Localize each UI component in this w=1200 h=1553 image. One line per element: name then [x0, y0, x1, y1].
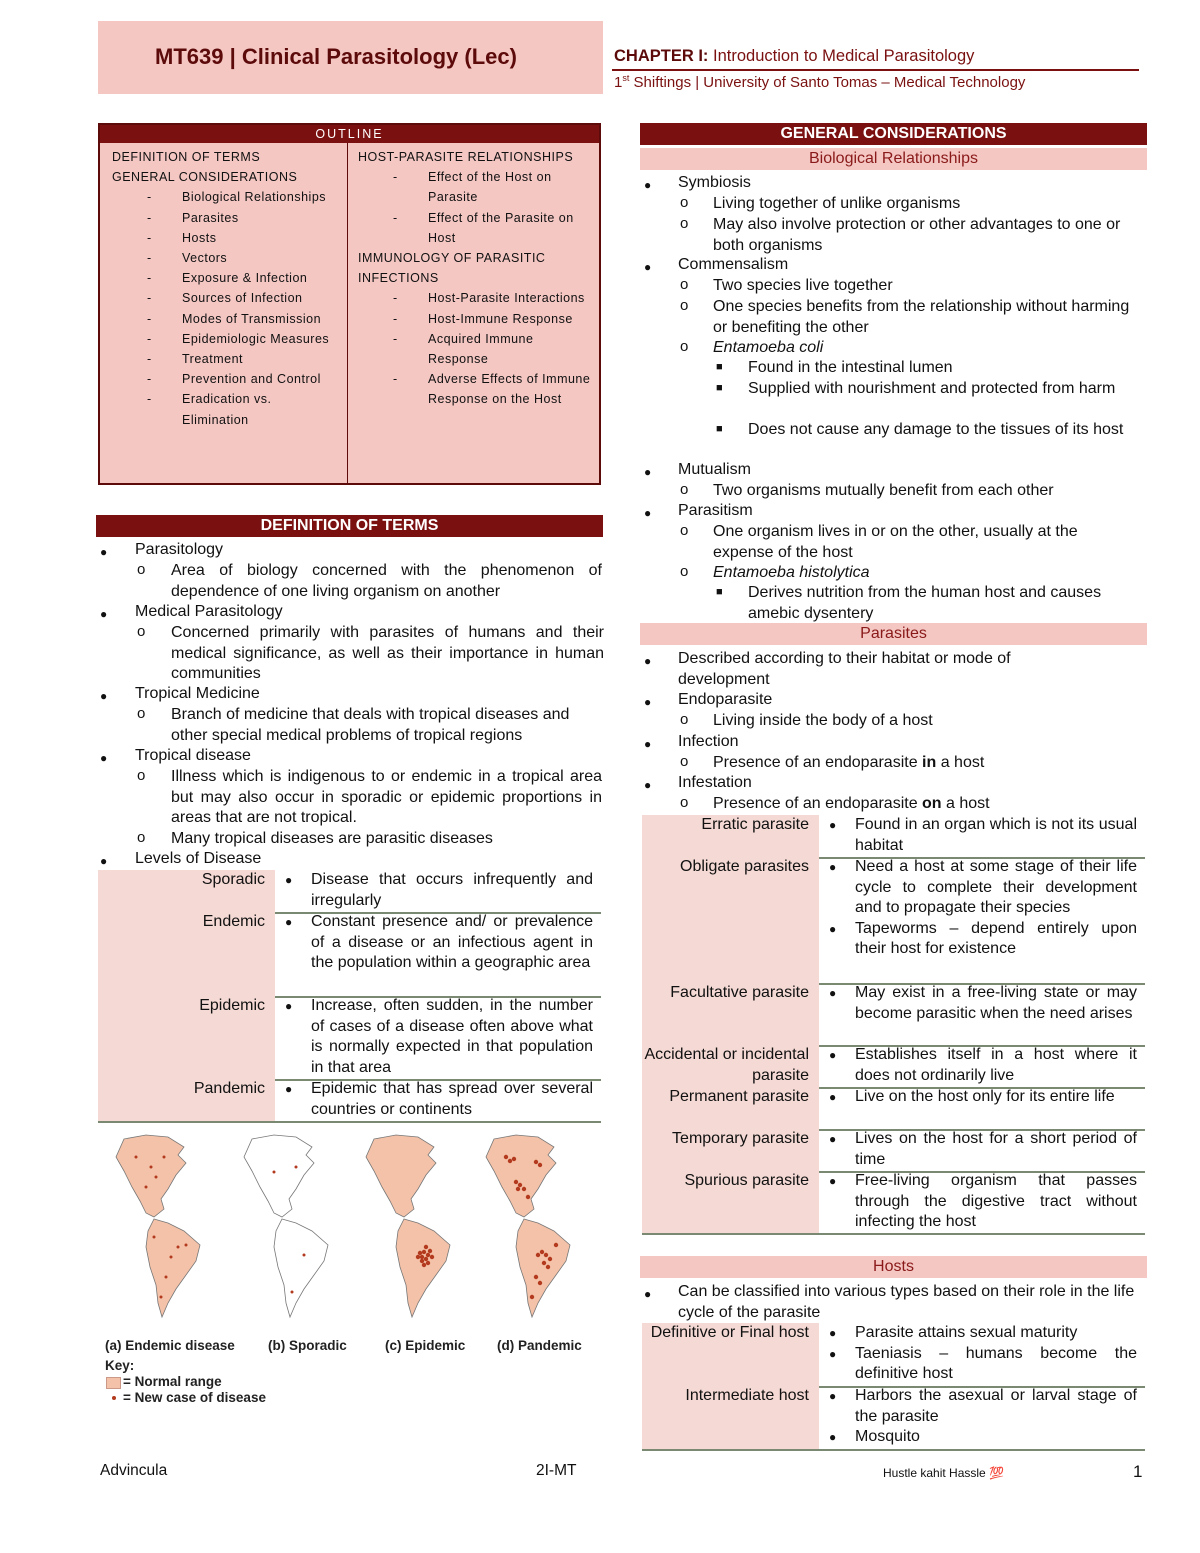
outline-item	[112, 329, 340, 349]
table-term-cell: Erratic parasite	[642, 815, 819, 857]
table-term-cell: Accidental or incidental parasite	[642, 1045, 819, 1087]
sporadic-map	[244, 1135, 328, 1317]
ecoli-fact-2: Supplied with nourishment and protected from harm	[748, 380, 1116, 397]
dash-bullet-icon: -	[147, 331, 152, 346]
outline-heading: GENERAL CONSIDERATIONS	[112, 170, 298, 185]
table-row	[98, 996, 601, 1081]
circle-bullet-icon: o	[680, 194, 689, 211]
table-row	[642, 1386, 1145, 1451]
map-key-label: Key:	[105, 1358, 135, 1373]
disease-case-dot	[170, 1256, 173, 1259]
dash-bullet-icon: -	[147, 392, 152, 407]
table-def-cell	[275, 912, 601, 974]
outline-item-label: Acquired Immune Response	[428, 331, 534, 367]
disease-case-dot	[416, 1255, 420, 1259]
dash-bullet-icon: -	[393, 210, 398, 225]
bullet-icon: ●	[829, 1346, 837, 1361]
infection-def: Presence of an endoparasite in a host	[713, 754, 985, 771]
bullet-icon: ●	[644, 695, 652, 709]
table-def-text: Lives on the host for a short period of time	[855, 1130, 1137, 1168]
circle-bullet-icon: o	[680, 481, 689, 498]
histolytica-fact: Derives nutrition from the human host and causes amebic dysentery	[748, 584, 1102, 622]
disease-case-dot	[163, 1156, 166, 1159]
disease-case-dot	[526, 1195, 530, 1199]
table-def-cell	[819, 983, 1145, 1024]
disease-case-dot	[530, 1295, 534, 1299]
table-def-cell	[275, 870, 601, 911]
table-def-item	[819, 1323, 1145, 1344]
table-def-text: Tapeworms – depend entirely upon their host for existence	[855, 919, 1137, 958]
bullet-icon: ●	[829, 921, 837, 936]
bullet-icon: ●	[644, 178, 652, 192]
table-def-text: Free-living organism that passes through the digestive tract without infecting the host	[855, 1172, 1137, 1231]
table-def-cell	[819, 1171, 1145, 1233]
table-row	[98, 870, 601, 914]
table-def-item	[819, 815, 1145, 856]
outline-item-label: Treatment	[182, 352, 244, 367]
bullet-icon: ●	[285, 999, 293, 1013]
course-title: MT639 | Clinical Parasitology (Lec)	[155, 44, 517, 69]
table-def-cell	[819, 857, 1145, 960]
south-america-shape	[146, 1219, 200, 1317]
disease-case-dot	[424, 1257, 428, 1261]
bullet-icon: ●	[829, 1389, 837, 1403]
term-medical-parasitology: Medical Parasitology	[135, 603, 283, 620]
table-term-cell: Sporadic	[98, 870, 275, 912]
table-def-text: Mosquito	[855, 1428, 920, 1446]
disease-distribution-maps	[100, 1123, 600, 1338]
circle-bullet-icon: o	[137, 705, 146, 722]
outline-item	[112, 248, 340, 268]
table-def-item	[819, 1087, 1145, 1108]
entamoeba-histolytica: Entamoeba histolytica	[713, 564, 870, 581]
map-caption-c: (c) Epidemic	[385, 1338, 466, 1353]
disease-case-dot	[522, 1187, 526, 1191]
disease-case-dot	[428, 1249, 432, 1253]
table-def-text: Parasite attains sexual maturity	[855, 1324, 1078, 1341]
outline-item-label: Biological Relationships	[182, 190, 327, 205]
outline-item-label: Adverse Effects of Immune Response on the Host	[428, 372, 591, 407]
hosts-desc: Can be classified into various types based on their role in the life cycle of the parasite	[678, 1283, 1135, 1321]
outline-item	[112, 389, 340, 429]
map-key-new-case: = New case of disease	[123, 1390, 266, 1405]
circle-bullet-icon: o	[680, 794, 689, 811]
circle-bullet-icon: o	[680, 563, 689, 580]
bullet-icon: ●	[644, 778, 652, 792]
outline-box	[98, 123, 601, 485]
ecoli-fact-3: Does not cause any damage to the tissues of its host	[748, 421, 1124, 438]
map-caption-b: (b) Sporadic	[268, 1338, 347, 1353]
table-def-item	[275, 996, 601, 1078]
pandemic-map	[486, 1135, 570, 1317]
table-def-text: Taeniasis – humans become the definitive host	[855, 1344, 1137, 1383]
circle-bullet-icon: o	[137, 767, 146, 784]
outline-item-label: Sources of Infection	[182, 291, 303, 306]
bullet-icon: ●	[829, 860, 837, 874]
dash-bullet-icon: -	[147, 372, 152, 387]
bullet-icon: ●	[644, 1287, 652, 1301]
bullet-icon: ●	[829, 818, 837, 832]
square-bullet-icon: ■	[716, 586, 723, 598]
table-term-cell: Definitive or Final host	[642, 1323, 819, 1386]
disease-case-dot	[177, 1246, 180, 1249]
north-america-shape	[244, 1135, 314, 1217]
disease-case-dot	[544, 1253, 548, 1257]
bullet-icon: ●	[829, 1132, 837, 1146]
def-tropical-disease-1: Illness which is indigenous to or endemic in a tropical area but may also occur in sporadic or epidemic proportions in areas that are not tropical.	[171, 768, 602, 827]
bullet-icon: ●	[100, 607, 108, 621]
outline-item	[112, 268, 340, 288]
dash-bullet-icon: -	[393, 311, 398, 326]
term-infection: Infection	[678, 733, 739, 750]
symbiosis-def-2: May also involve protection or other advantages to one or both organisms	[713, 216, 1121, 254]
term-symbiosis: Symbiosis	[678, 174, 751, 191]
outline-item	[112, 187, 340, 207]
outline-item	[112, 309, 340, 329]
normal-range-swatch	[106, 1377, 121, 1389]
outline-title: OUTLINE	[100, 125, 599, 143]
footer-motto: Hustle kahit Hassle 💯	[883, 1466, 1004, 1480]
table-def-cell	[275, 1079, 601, 1120]
table-def-text: Increase, often sudden, in the number of cases of a disease often above what is normally expected in that population in that area	[311, 997, 593, 1076]
dash-bullet-icon: -	[393, 372, 398, 387]
bullet-icon: ●	[829, 1174, 837, 1188]
table-term-cell: Temporary parasite	[642, 1129, 819, 1171]
footer-author: Advincula	[100, 1462, 168, 1479]
table-term-cell: Epidemic	[98, 996, 275, 1079]
outline-item-label: Host-Immune Response	[428, 311, 573, 326]
disease-case-dot	[504, 1155, 508, 1159]
disease-case-dot	[548, 1257, 552, 1261]
outline-item	[358, 329, 593, 369]
table-def-item	[275, 870, 601, 911]
disease-case-dot	[540, 1250, 544, 1254]
disease-case-dot	[153, 1236, 156, 1239]
table-def-item	[819, 1344, 1145, 1385]
table-def-text: Found in an organ which is not its usual habitat	[855, 816, 1137, 854]
table-term-cell: Intermediate host	[642, 1386, 819, 1449]
outline-item-label: Modes of Transmission	[182, 311, 322, 326]
south-america-shape	[396, 1219, 450, 1317]
table-def-item	[275, 1079, 601, 1120]
table-def-item	[819, 1386, 1145, 1427]
disease-case-dot	[420, 1255, 424, 1259]
table-row	[642, 815, 1145, 859]
term-infestation: Infestation	[678, 774, 752, 791]
table-def-text: Disease that occurs infrequently and irregularly	[311, 871, 593, 909]
outline-item-label: Prevention and Control	[182, 372, 321, 387]
bullet-icon: ●	[644, 654, 652, 668]
table-def-text: Epidemic that has spread over several countries or continents	[311, 1080, 593, 1118]
outline-heading: DEFINITION OF TERMS	[112, 150, 261, 164]
table-row	[642, 1045, 1145, 1089]
parasites-subsection-title: Parasites	[640, 623, 1147, 645]
circle-bullet-icon: o	[680, 753, 689, 770]
disease-case-dot	[155, 1176, 158, 1179]
table-def-item	[819, 857, 1145, 919]
north-america-shape	[486, 1135, 556, 1217]
disease-case-dot	[430, 1255, 434, 1259]
def-medical-parasitology: Concerned primarily with parasites of humans and their medical significance, as well as their importance in human communities	[171, 624, 604, 683]
table-row	[98, 912, 601, 998]
outline-item-label: Host-Parasite Interactions	[428, 291, 585, 306]
table-def-item	[819, 1045, 1145, 1086]
biological-relationships-title: Biological Relationships	[640, 148, 1147, 170]
new-case-dot-icon	[112, 1396, 116, 1400]
term-levels-of-disease: Levels of Disease	[135, 850, 262, 867]
circle-bullet-icon: o	[680, 215, 689, 232]
outline-item	[358, 369, 593, 409]
bullet-icon: ●	[644, 260, 652, 274]
commensalism-def-1: Two species live together	[713, 277, 893, 294]
bullet-icon: ●	[829, 986, 837, 1000]
table-def-item	[819, 983, 1145, 1024]
bullet-icon: ●	[285, 915, 293, 929]
dash-bullet-icon: -	[147, 251, 152, 266]
disease-case-dot	[508, 1159, 512, 1163]
table-row	[642, 1171, 1145, 1235]
disease-case-dot	[538, 1281, 542, 1285]
def-tropical-disease-2: Many tropical diseases are parasitic diseases	[171, 830, 493, 847]
square-bullet-icon: ■	[716, 361, 723, 373]
bullet-icon: ●	[644, 506, 652, 520]
disease-case-dot	[160, 1296, 163, 1299]
outline-item-label: Effect of the Host on Parasite	[428, 170, 552, 205]
parasites-desc: Described according to their habitat or mode of development	[678, 650, 1011, 688]
commensalism-def-2: One species benefits from the relationship without harming or benefiting the other	[713, 298, 1130, 336]
footer-section: 2I-MT	[536, 1462, 577, 1479]
term-tropical-disease: Tropical disease	[135, 747, 251, 764]
north-america-shape	[366, 1135, 436, 1217]
outline-item	[358, 208, 593, 248]
north-america-shape	[116, 1135, 186, 1217]
bullet-icon: ●	[829, 1048, 837, 1062]
map-caption-d: (d) Pandemic	[497, 1338, 582, 1353]
table-row	[642, 1087, 1145, 1131]
disease-case-dot	[426, 1261, 430, 1265]
disease-case-dot	[512, 1157, 516, 1161]
map-key-normal: = Normal range	[123, 1374, 222, 1389]
entamoeba-coli: Entamoeba coli	[713, 339, 824, 356]
table-term-cell: Obligate parasites	[642, 857, 819, 983]
circle-bullet-icon: o	[680, 276, 689, 293]
outline-item	[112, 349, 340, 369]
disease-case-dot	[420, 1259, 424, 1263]
bullet-icon: ●	[100, 689, 108, 703]
table-term-cell: Endemic	[98, 912, 275, 996]
term-tropical-medicine: Tropical Medicine	[135, 685, 260, 702]
disease-case-dot	[534, 1160, 538, 1164]
square-bullet-icon: ■	[716, 382, 723, 394]
term-parasitism: Parasitism	[678, 502, 753, 519]
def-parasitology: Area of biology concerned with the phenomenon of dependence of one living organism on another	[171, 562, 602, 600]
disease-case-dot	[145, 1186, 148, 1189]
shifting-line: 1st Shiftings | University of Santo Tomas – Medical Technology	[614, 73, 1026, 91]
disease-case-dot	[150, 1166, 153, 1169]
epidemic-map	[366, 1135, 450, 1317]
header-divider	[612, 69, 1139, 71]
map-caption-a: (a) Endemic disease	[105, 1338, 235, 1353]
outline-item	[112, 288, 340, 308]
outline-item	[112, 228, 340, 248]
disease-case-dot	[418, 1251, 422, 1255]
dash-bullet-icon: -	[147, 230, 152, 245]
disease-case-dot	[422, 1263, 426, 1267]
disease-case-dot	[518, 1183, 522, 1187]
table-row	[642, 1129, 1145, 1173]
outline-item	[358, 288, 593, 308]
circle-bullet-icon: o	[137, 829, 146, 846]
outline-item-label: Hosts	[182, 230, 217, 245]
table-row	[642, 983, 1145, 1047]
south-america-shape	[516, 1219, 570, 1317]
table-def-item	[819, 919, 1145, 960]
outline-heading: IMMUNOLOGY OF PARASITIC INFECTIONS	[358, 251, 546, 286]
disease-case-dot	[536, 1253, 540, 1257]
circle-bullet-icon: o	[137, 561, 146, 578]
table-def-text: May exist in a free-living state or may become parasitic when the need arises	[855, 984, 1137, 1022]
outline-item	[112, 369, 340, 389]
table-def-item	[819, 1427, 1145, 1448]
disease-case-dot	[185, 1244, 188, 1247]
outline-right-column	[358, 147, 593, 410]
disease-case-dot	[424, 1245, 428, 1249]
disease-case-dot	[295, 1166, 298, 1169]
disease-case-dot	[542, 1261, 546, 1265]
dash-bullet-icon: -	[393, 170, 398, 185]
bullet-icon: ●	[829, 1090, 837, 1104]
table-term-cell: Pandemic	[98, 1079, 275, 1121]
circle-bullet-icon: o	[680, 297, 689, 314]
circle-bullet-icon: o	[680, 522, 689, 539]
chapter-heading: CHAPTER I: Introduction to Medical Parasitology	[614, 47, 975, 65]
outline-item	[358, 309, 593, 329]
outline-item-label: Eradication vs. Elimination	[182, 392, 272, 427]
disease-case-dot	[546, 1265, 550, 1269]
disease-case-dot	[514, 1180, 518, 1184]
table-term-cell: Spurious parasite	[642, 1171, 819, 1233]
dash-bullet-icon: -	[147, 311, 152, 326]
south-america-shape	[274, 1219, 328, 1317]
table-def-cell	[819, 1045, 1145, 1086]
disease-case-dot	[273, 1171, 276, 1174]
table-row	[642, 1323, 1145, 1388]
def-tropical-medicine: Branch of medicine that deals with tropical diseases and other special medical problems of tropical regions	[171, 706, 570, 744]
term-endoparasite: Endoparasite	[678, 691, 773, 708]
footer-page-number: 1	[1133, 1462, 1143, 1481]
table-def-text: Need a host at some stage of their life cycle to complete their development and to propagate their species	[855, 858, 1137, 917]
parasitism-def: One organism lives in or on the other, usually at the expense of the host	[713, 523, 1078, 561]
table-def-text: Live on the host only for its entire life	[855, 1088, 1115, 1105]
outline-item-label: Exposure & Infection	[182, 271, 308, 286]
table-def-item	[819, 1129, 1145, 1170]
bullet-icon: ●	[285, 873, 293, 887]
table-def-cell	[819, 1323, 1145, 1385]
dash-bullet-icon: -	[147, 271, 152, 286]
disease-case-dot	[538, 1163, 542, 1167]
bullet-icon: ●	[285, 1082, 293, 1096]
bullet-icon: ●	[100, 751, 108, 765]
ecoli-fact-1: Found in the intestinal lumen	[748, 359, 953, 376]
circle-bullet-icon: o	[680, 338, 689, 355]
outline-item	[112, 208, 340, 228]
disease-case-dot	[291, 1291, 294, 1294]
disease-case-dot	[426, 1253, 430, 1257]
outline-item-label: Epidemiologic Measures	[182, 331, 330, 346]
hosts-subsection-title: Hosts	[640, 1256, 1147, 1278]
table-def-cell	[819, 1386, 1145, 1448]
outline-item-label: Effect of the Parasite on Host	[428, 210, 574, 245]
bullet-icon: ●	[644, 465, 652, 479]
outline-heading: HOST-PARASITE RELATIONSHIPS	[358, 150, 574, 164]
table-row	[642, 857, 1145, 985]
disease-case-dot	[516, 1187, 520, 1191]
table-def-text: Constant presence and/ or prevalence of a disease or an infectious agent in the population within a geographic area	[311, 913, 593, 972]
disease-case-dot	[534, 1275, 538, 1279]
disease-case-dot	[554, 1243, 558, 1247]
definition-section-title: DEFINITION OF TERMS	[96, 515, 603, 537]
disease-case-dot	[135, 1156, 138, 1159]
bullet-icon: ●	[644, 737, 652, 751]
square-bullet-icon: ■	[716, 423, 723, 435]
infestation-def: Presence of an endoparasite on a host	[713, 795, 990, 812]
dash-bullet-icon: -	[393, 331, 398, 346]
table-def-text: Establishes itself in a host where it does not ordinarily live	[855, 1046, 1137, 1084]
bullet-icon: ●	[100, 854, 108, 868]
term-parasitology: Parasitology	[135, 541, 224, 558]
bullet-icon: ●	[829, 1430, 837, 1445]
endemic-map	[116, 1135, 200, 1317]
table-def-item	[819, 1171, 1145, 1233]
circle-bullet-icon: o	[680, 711, 689, 728]
mutualism-def: Two organisms mutually benefit from each other	[713, 482, 1054, 499]
term-commensalism: Commensalism	[678, 256, 789, 273]
outline-item	[358, 167, 593, 207]
term-mutualism: Mutualism	[678, 461, 751, 478]
disease-case-dot	[303, 1254, 306, 1257]
outline-left-column	[112, 147, 340, 430]
table-def-item	[275, 912, 601, 974]
dash-bullet-icon: -	[147, 352, 152, 367]
table-def-text: Harbors the asexual or larval stage of the parasite	[855, 1387, 1137, 1425]
endoparasite-def: Living inside the body of a host	[713, 712, 933, 729]
outline-divider	[347, 143, 348, 483]
general-considerations-title: GENERAL CONSIDERATIONS	[640, 123, 1147, 145]
table-row	[98, 1079, 601, 1123]
table-def-cell	[819, 815, 1145, 856]
disease-case-dot	[422, 1250, 426, 1254]
outline-item-label: Parasites	[182, 210, 239, 225]
table-def-cell	[275, 996, 601, 1078]
dash-bullet-icon: -	[147, 210, 152, 225]
symbiosis-def-1: Living together of unlike organisms	[713, 195, 961, 212]
dash-bullet-icon: -	[147, 291, 152, 306]
dash-bullet-icon: -	[393, 291, 398, 306]
table-term-cell: Facultative parasite	[642, 983, 819, 1045]
bullet-icon: ●	[100, 545, 108, 559]
table-def-cell	[819, 1087, 1145, 1108]
table-term-cell: Permanent parasite	[642, 1087, 819, 1129]
dash-bullet-icon: -	[147, 190, 152, 205]
disease-case-dot	[165, 1276, 168, 1279]
circle-bullet-icon: o	[137, 623, 146, 640]
table-def-cell	[819, 1129, 1145, 1170]
bullet-icon: ●	[829, 1326, 837, 1340]
outline-item-label: Vectors	[182, 251, 228, 266]
